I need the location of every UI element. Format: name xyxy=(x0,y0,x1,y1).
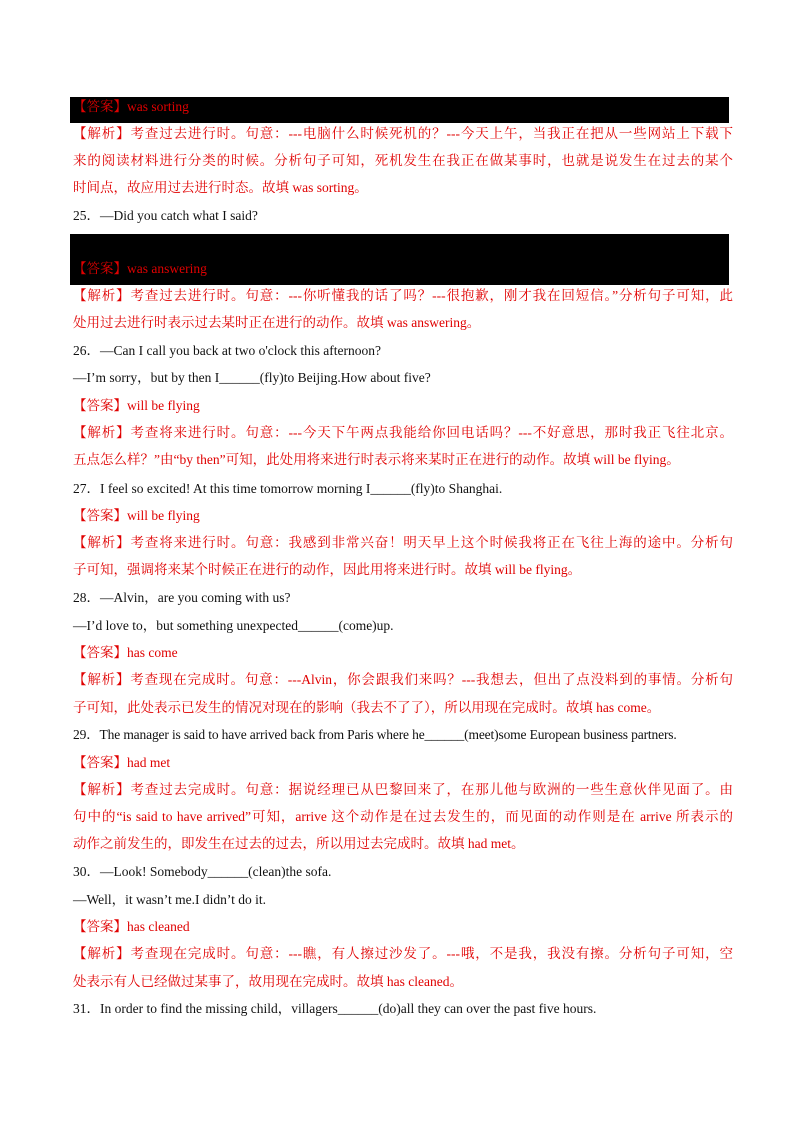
explanation-27-line-2: 子可知，强调将来某个时候正在进行的动作，因此用将来进行时。故填 will be flying。 xyxy=(73,562,582,577)
explanation-27-line-1: 【解析】考查将来进行时。句意：我感到非常兴奋！明天早上这个时候我将正在飞往上海的途中。分析句 xyxy=(73,535,733,550)
question-26-line-1: 26．—Can I call you back at two o'clock this afternoon? xyxy=(73,343,381,358)
question-29: 29．The manager is said to have arrived back from Paris where he______(meet)some European business partners. xyxy=(73,727,677,742)
answer-29: 【答案】had met xyxy=(73,755,171,770)
explanation-24-line-1: 【解析】考查过去进行时。句意：---电脑什么时候死机的？---今天上午，当我正在把从一些网站上下载下 xyxy=(73,126,733,141)
explanation-28-line-2: 子可知，此处表示已发生的情况对现在的影响（我去不了了），所以用现在完成时。故填 has come。 xyxy=(73,700,661,715)
explanation-29-line-2: 句中的“is said to have arrived”可知，arrive 这个动作是在过去发生的，而见面的动作则是在 arrive 所表示的 xyxy=(73,809,733,824)
explanation-26-line-2: 五点怎么样？”由“by then”可知，此处用将来进行时表示将来某时正在进行的动作。故填 will be flying。 xyxy=(73,452,680,467)
answer-26: 【答案】will be flying xyxy=(73,398,200,413)
question-31: 31．In order to find the missing child，villagers______(do)all they can over the past five hours. xyxy=(73,1001,597,1016)
answer-28: 【答案】has come xyxy=(73,645,178,660)
explanation-30-line-2: 处表示有人已经做过某事了，故用现在完成时。故填 has cleaned。 xyxy=(73,974,463,989)
question-27: 27．I feel so excited! At this time tomorrow morning I______(fly)to Shanghai. xyxy=(73,481,503,496)
question-30-line-1: 30．—Look! Somebody______(clean)the sofa. xyxy=(73,864,332,879)
question-30-line-2: —Well，it wasn’t me.I didn’t do it. xyxy=(73,892,267,907)
explanation-26-line-1: 【解析】考查将来进行时。句意：---今天下午两点我能给你回电话吗？---不好意思，那时我正飞往北京。 xyxy=(73,425,733,440)
explanation-25-line-2: 处用过去进行时表示过去某时正在进行的动作。故填 was answering。 xyxy=(73,315,481,330)
answer-25: 【答案】was answering xyxy=(73,261,207,276)
answer-27: 【答案】will be flying xyxy=(73,508,200,523)
question-28-line-2: —I’d love to，but something unexpected______(come)up. xyxy=(73,618,394,633)
question-26-line-2: —I’m sorry，but by then I______(fly)to Beijing.How about five? xyxy=(73,370,431,385)
explanation-29-line-1: 【解析】考查过去完成时。句意：据说经理已从巴黎回来了，在那儿他与欧洲的一些生意伙伴见面了。由 xyxy=(73,782,733,797)
explanation-25-line-1: 【解析】考查过去进行时。句意：---你听懂我的话了吗？---很抱歉，刚才我在回短信。”分析句子可知，此 xyxy=(73,288,733,303)
explanation-24-line-2: 来的阅读材料进行分类的时候。分析句子可知，死机发生在我正在做某事时，也就是说发生在过去的某个 xyxy=(73,153,733,168)
answer-24: 【答案】was sorting xyxy=(73,99,189,114)
question-25: 25．—Did you catch what I said? xyxy=(73,208,258,223)
explanation-24-line-3: 时间点，故应用过去进行时态。故填 was sorting。 xyxy=(73,180,368,195)
explanation-28-line-1: 【解析】考查现在完成时。句意：---Alvin，你会跟我们来吗？---我想去，但出了点没料到的事情。分析句 xyxy=(73,672,733,687)
explanation-29-line-3: 动作之前发生的，即发生在过去的过去，所以用过去完成时。故填 had met。 xyxy=(73,836,525,851)
explanation-30-line-1: 【解析】考查现在完成时。句意：---瞧，有人擦过沙发了。---哦，不是我，我没有擦。分析句子可知，空 xyxy=(73,946,733,961)
answer-30: 【答案】has cleaned xyxy=(73,919,190,934)
question-28-line-1: 28．—Alvin，are you coming with us? xyxy=(73,590,291,605)
